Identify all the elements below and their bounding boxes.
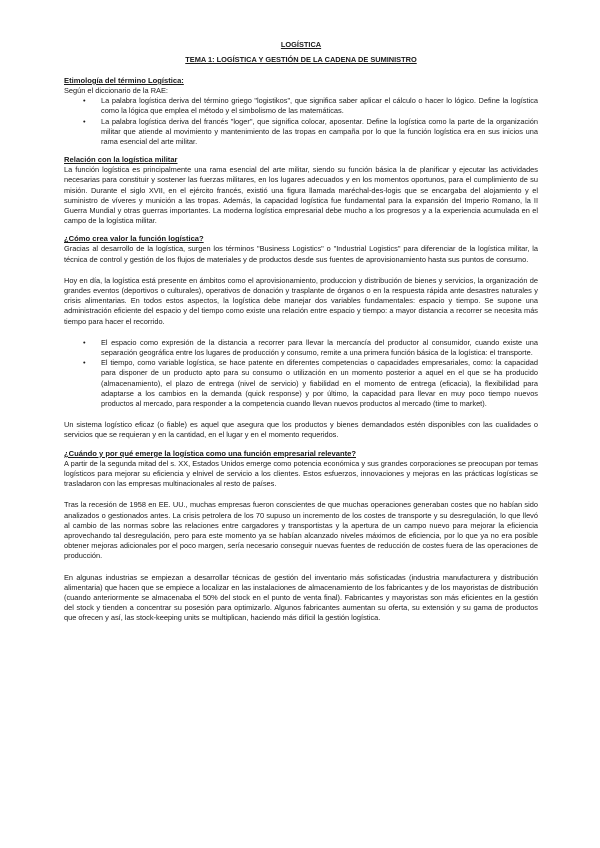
heading-etimologia: Etimología del término Logística: <box>64 76 184 85</box>
bullet-icon: • <box>83 337 86 347</box>
valor-list <box>64 338 538 409</box>
bullet-icon: • <box>83 358 86 368</box>
list-item <box>64 358 538 409</box>
cuando-paragraph-1: A partir de la segunda mitad del s. XX, Estados Unidos emerge como potencia económica y sus grandes corporaciones se preocupan por temas logísticos para mejorar su eficiencia y elnivel de servicio a los clientes. Estos esfuerzos, innovaciones y mejoras en las prácticas logísticas se trasladaron con las empresas multinacionales al resto de países. <box>64 458 538 489</box>
cuando-paragraph-3: En algunas industrias se empiezan a desarrollar técnicas de gestión del inventario más sofisticadas (industria manufacturera y distribución alimentaria) que hacen que se empiece a localizar en las instalaciones de almacenamiento de los fabricantes y de los mayoristas de distribución (cuando anteriormente se almacenaba el 50% del stock en el punto de venta final). Fabricantes y mayoristas son más eficientes en la gestión del stock y tienden a concentrar su posesión para optimizarlo. Algunos fabricantes aumentan su oferta, su extensión y su gama de productos que ofrecen y así, las stock-keeping units se multiplican, haciendo más difícil la gestión logística. <box>64 572 538 623</box>
valor-paragraph-1: Gracias al desarrollo de la logística, surgen los términos "Business Logistics" o "Industrial Logistics" para diferenciar de la logística militar, la técnica de control y gestión de los flujos de materiales y de productos desde sus fuentes de aprovisionamiento hasta sus puntos de consumo. <box>64 244 538 264</box>
document-subtitle: TEMA 1: LOGÍSTICA Y GESTIÓN DE LA CADENA DE SUMINISTRO <box>185 55 417 64</box>
list-item <box>64 338 538 358</box>
list-item-text: La palabra logística deriva del término griego "logistikos", que significa saber aplicar el cálculo o hacer lo lógico. Define la logística como la lógica que emplea el método y el simbolismo de las matemáticas. <box>101 96 538 116</box>
militar-paragraph: La función logística es principalmente una rama esencial del arte militar, siendo su función básica la de planificar y ejecutar las actividades necesarias para constituir y sostener las fuerzas militares, en los lugares adecuados y en los momentos oportunos, para el cumplimiento de su misión. Durante el siglo XVII, en el ejército francés, existió una figura llamada maréchal-des-logis que se encargaba del alojamiento y el suministro de víveres y munición a las tropas. Además, la capacidad logística fue fundamental para la expansión del Imperio Romano, la II Guerra Mundial y otras guerras importantes. La moderna logística empresarial debe mucho a los progresos y a la experiencia acumulada en el campo de la logística militar. <box>64 165 538 226</box>
cuando-paragraph-2: Tras la recesión de 1958 en EE. UU., muchas empresas fueron conscientes de que muchas operaciones generaban costes que no habían sido analizados o gestionados antes. La crisis petrolera de los 70 supuso un incremento de los costes de transporte y su desregulación, lo que llevó al cambio de las normas sobre las relaciones entre cargadores y transportistas y la apertura de un campo nuevo para mejorar la eficiencia aprovechando tal desregulación, pero para este momento ya se habían alcanzado niveles máximos de eficiencia, por lo que ya no era posible obtener mejoras adicionales por el poco margen, sería necesario conseguir nuevas fuentes de reducción de costes fuera de las operaciones de producción. <box>64 500 538 561</box>
list-item-text: El tiempo, como variable logística, se hace patente en diferentes competencias o capacidades empresariales, como: la capacidad para disponer de un producto apto para su consumo o utilización en un momento posterior a aquel en el que se ha producido (almacenamiento), el plazo de entrega (nivel de servicio) y fiabilidad en el momento de entrega (eficacia), la flexibilidad para adaptarse a los cambios en la demanda (quick response) y por último, la capacidad para llevar en muy poco tiempo nuevos productos al mercado, para responder a la competencia cuando llevan nuevos productos al mercado (time to market). <box>101 358 538 409</box>
heading-cuando: ¿Cuándo y por qué emerge la logística como una función empresarial relevante? <box>64 448 357 458</box>
valor-paragraph-3: Un sistema logístico eficaz (o fiable) es aquel que asegura que los productos y bienes demandados estén disponibles con las cualidades o servicios que se requieran y en la cantidad, en el lugar y en el momento requeridos. <box>64 420 538 440</box>
list-item-text: El espacio como expresión de la distancia a recorrer para llevar la mercancía del productor al consumidor, cuando existe una separación geográfica entre los lugares de producción y consumo, remite a una primera función básica de la logística: el transporte. <box>101 337 538 358</box>
valor-paragraph-2: Hoy en día, la logística está presente en ámbitos como el aprovisionamiento, produccion y distribución de bienes y servicios, la organización de grandes eventos (deportivos o culturales), operativos de donación y trasplante de órganos o en la respuesta rápida ante desastres naturales y crisis alimentarias. En todos estos aspectos, la logística debe manejar dos variables fundamentales: espacio y tiempo. Se supone una administración eficiente del espacio y del tiempo como existe una relación entre espacio y tiempo: a mayor distancia a recorrer se necesita más tiempo para hacer el recorrido. <box>64 275 538 326</box>
list-item-text: La palabra logística deriva del francés "loger", que significa colocar, aposentar. Define la logística como la parte de la organización militar que atiende al movimiento y mantenimiento de las tropas en campaña por lo que la función logística era en sus inicios una rama esencial del arte militar. <box>101 116 538 147</box>
etimologia-list <box>64 96 538 147</box>
bullet-icon: • <box>83 116 86 126</box>
bullet-icon: • <box>83 96 86 106</box>
document-page <box>64 40 538 624</box>
document-title: LOGÍSTICA <box>280 40 322 49</box>
heading-militar: Relación con la logística militar <box>64 155 178 165</box>
list-item <box>64 117 538 148</box>
etimologia-intro: Según el diccionario de la RAE: <box>64 86 168 95</box>
heading-valor: ¿Cómo crea valor la función logística? <box>64 234 204 244</box>
list-item <box>64 96 538 116</box>
